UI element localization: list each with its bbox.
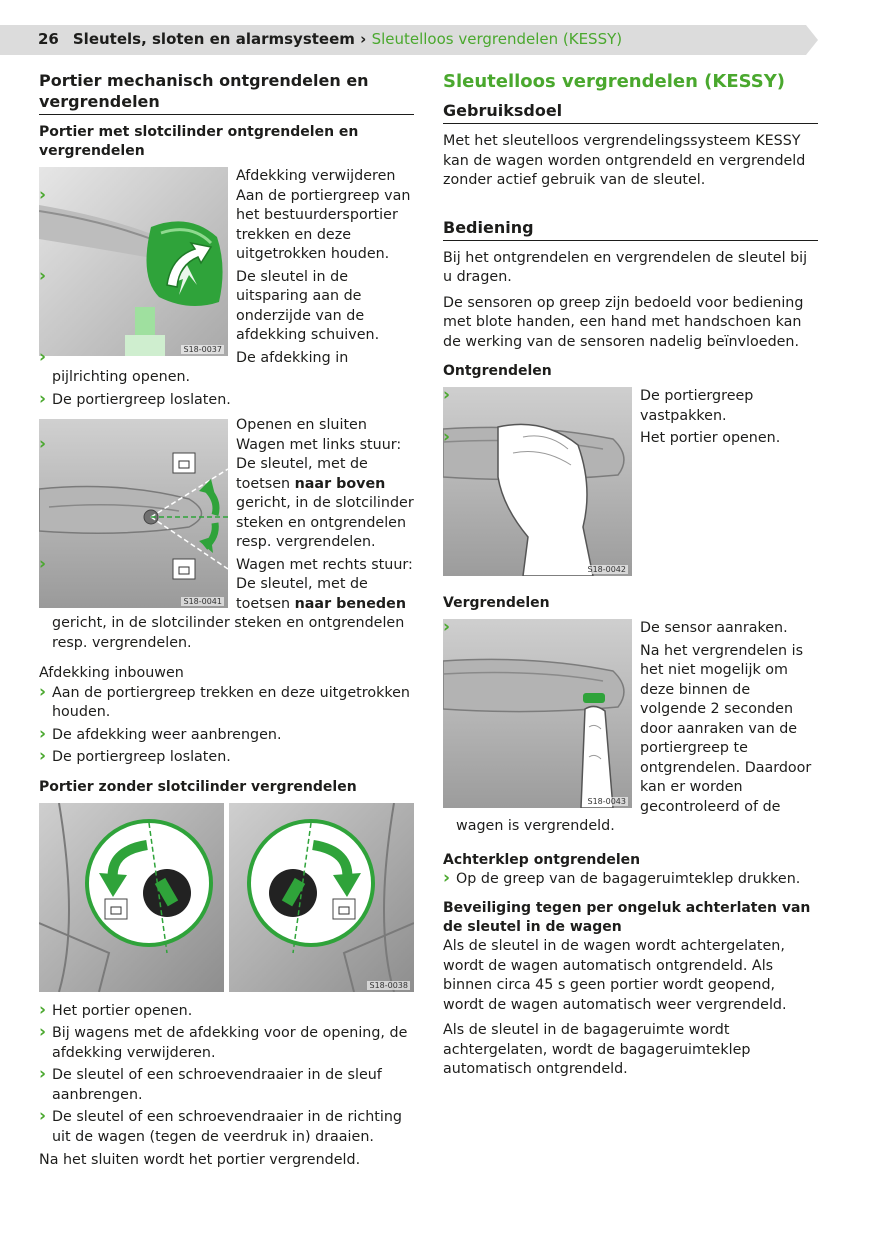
chapter-title: Sleutels, sloten en alarmsysteem bbox=[72, 30, 355, 48]
running-header bbox=[0, 25, 818, 55]
achterklep-title: Achterklep ontgrendelen bbox=[443, 851, 641, 868]
step-d2 bbox=[39, 1024, 414, 1063]
figure-code: S18-0041 bbox=[183, 597, 222, 606]
step-text: gericht, in de slotcilinder steken en ontgrendelen resp. vergrendelen. bbox=[52, 615, 405, 651]
step-b1 bbox=[39, 436, 414, 553]
left-section-title: Portier mechanisch ontgrendelen en vergrendelen bbox=[39, 70, 414, 115]
step-text: De sleutel of een schroevendraaier in de sleuf aanbrengen. bbox=[52, 1067, 382, 1103]
figure-emergency-lock bbox=[39, 803, 414, 992]
bediening-p1: Bij het ontgrendelen en vergrendelen de sleutel bij u dragen. bbox=[443, 249, 808, 285]
step-text: De portiergreep loslaten. bbox=[52, 391, 231, 408]
step-text: Op de greep van de bagageruimteklep drukken. bbox=[456, 870, 801, 887]
kessy-title: Sleutelloos vergrendelen (KESSY) bbox=[443, 71, 786, 92]
step-d1 bbox=[39, 1002, 414, 1022]
sub-title-slotcilinder: Portier met slotcilinder ontgrendelen en vergrendelen bbox=[39, 124, 359, 159]
step-d3 bbox=[39, 1066, 414, 1105]
page-number: 26 bbox=[38, 30, 59, 48]
label-afdekking-inbouwen: Afdekking inbouwen bbox=[39, 665, 184, 681]
ont-step2 bbox=[443, 429, 818, 449]
ont-step1 bbox=[443, 387, 818, 426]
step-a1 bbox=[39, 187, 414, 265]
gebruiksdoel-text: Met het sleutelloos vergrendelingssysteem KESSY kan de wagen worden ontgrendeld en vergrendeld zonder actief gebruik van de sleutel. bbox=[443, 133, 806, 188]
step-text: Aan de portiergreep trekken en deze uitgetrokken houden. bbox=[52, 684, 410, 720]
bediening-title: Bediening bbox=[443, 217, 818, 241]
closing-note: Na het sluiten wordt het portier vergrendeld. bbox=[39, 1152, 361, 1168]
step-text: Wagen met links stuur: De sleutel, met de toetsen bbox=[236, 436, 402, 492]
label-openen-sluiten: Openen en sluiten bbox=[236, 417, 367, 433]
step-emphasis: naar boven bbox=[294, 475, 386, 492]
step-text: De portiergreep loslaten. bbox=[52, 749, 231, 765]
sub-title-zonder-slotcilinder: Portier zonder slotcilinder vergrendelen bbox=[39, 778, 357, 795]
step-d4 bbox=[39, 1108, 414, 1147]
figure-code: S18-0037 bbox=[183, 345, 222, 354]
step-emphasis: naar beneden bbox=[294, 595, 407, 612]
step-b2 bbox=[39, 556, 414, 654]
beveiliging-p2: Als de sleutel in de bagageruimte wordt achtergelaten, wordt de bagageruimteklep automatisch ontgrendeld. bbox=[443, 1022, 751, 1077]
breadcrumb-separator: › bbox=[360, 30, 367, 48]
step-text: De sleutel of een schroevendraaier in de richting uit de wagen (tegen de veerdruk in) draaien. bbox=[52, 1109, 403, 1145]
ver-note: Na het vergrendelen is het niet mogelijk om deze binnen de volgende 2 seconden door aanraken van de portiergreep te ontgrendelen. Daardoor kan er worden gecontroleerd of de wagen is vergrendeld. bbox=[456, 642, 812, 834]
step-text: De sensor aanraken. bbox=[640, 620, 788, 636]
step-a4 bbox=[39, 391, 414, 411]
header-text bbox=[38, 30, 622, 48]
ver-step1 bbox=[443, 619, 818, 639]
step-text: De sleutel in de uitsparing aan de onderzijde van de afdekking schuiven. bbox=[236, 268, 380, 343]
step-text: De afdekking weer aanbrengen. bbox=[52, 726, 282, 743]
gebruiksdoel-title: Gebruiksdoel bbox=[443, 100, 818, 124]
section-title: Sleutelloos vergrendelen (KESSY) bbox=[371, 30, 623, 48]
beveiliging-p1: Als de sleutel in de wagen wordt achtergelaten, wordt de wagen automatisch ontgrendeld. Als binnen circa 45 s geen portier wordt geopend, wordt de wagen automatisch weer vergrendeld. bbox=[443, 938, 787, 1013]
step-text: Bij wagens met de afdekking voor de opening, de afdekking verwijderen. bbox=[52, 1025, 408, 1061]
step-text: Het portier openen. bbox=[52, 1002, 193, 1019]
label-afdekking-verwijderen: Afdekking verwijderen bbox=[236, 168, 396, 184]
step-c1 bbox=[39, 684, 414, 723]
step-a3 bbox=[39, 349, 414, 388]
left-column bbox=[39, 70, 414, 1177]
step-text: Wagen met rechts stuur: De sleutel, met de toetsen bbox=[236, 556, 413, 612]
emergency-lock-illustration bbox=[39, 803, 414, 992]
ontgrendelen-title: Ontgrendelen bbox=[443, 363, 552, 379]
step-c3 bbox=[39, 748, 414, 768]
vergrendelen-title: Vergrendelen bbox=[443, 595, 550, 611]
step-text: De portiergreep vastpakken. bbox=[640, 388, 754, 424]
step-c2 bbox=[39, 726, 414, 746]
step-a2 bbox=[39, 268, 414, 346]
beveiliging-title: Beveiliging tegen per ongeluk achterlaten van de sleutel in de wagen bbox=[443, 900, 811, 935]
step-text: gericht, in de slotcilinder steken en ontgrendelen resp. vergrendelen. bbox=[236, 495, 414, 550]
bediening-p2: De sensoren op greep zijn bedoeld voor bediening met blote handen, een hand met handschoen kan de werking van de sensoren nadelig beïnvloeden. bbox=[443, 294, 804, 350]
step-text: De afdekking in pijlrichting openen. bbox=[52, 349, 349, 385]
figure-sensor-touch bbox=[443, 619, 632, 808]
figure-code: S18-0038 bbox=[369, 980, 408, 990]
step-text: Aan de portiergreep van het bestuurdersportier trekken en deze uitgetrokken houden. bbox=[236, 187, 411, 262]
sensor-touch-illustration bbox=[443, 619, 632, 808]
figure-code: S18-0043 bbox=[587, 797, 626, 806]
figure-code: S18-0042 bbox=[587, 565, 626, 574]
step-text: Het portier openen. bbox=[640, 430, 781, 446]
right-column bbox=[443, 70, 818, 1086]
achterklep-step bbox=[443, 870, 818, 890]
